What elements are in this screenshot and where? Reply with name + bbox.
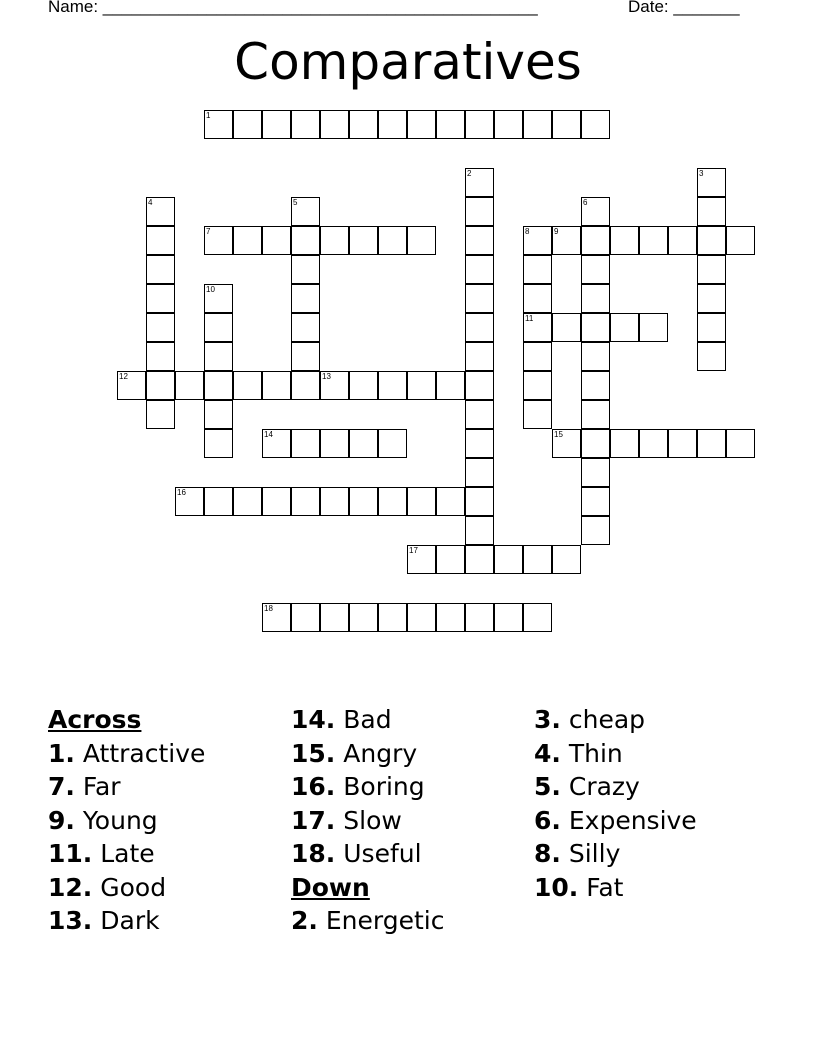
- grid-cell[interactable]: [349, 429, 378, 458]
- grid-cell[interactable]: [378, 603, 407, 632]
- grid-cell[interactable]: [668, 226, 697, 255]
- grid-cell[interactable]: [204, 400, 233, 429]
- grid-cell[interactable]: [465, 545, 494, 574]
- clue-item: 9. Young: [48, 805, 158, 835]
- cell-number: 17: [409, 546, 418, 555]
- grid-cell[interactable]: [465, 284, 494, 313]
- grid-cell[interactable]: [465, 458, 494, 487]
- grid-cell[interactable]: [581, 400, 610, 429]
- clue-item: 12. Good: [48, 872, 167, 902]
- grid-cell[interactable]: [523, 545, 552, 574]
- cell-number: 1: [206, 111, 211, 120]
- grid-cell[interactable]: [436, 545, 465, 574]
- grid-cell[interactable]: [291, 255, 320, 284]
- clue-item: 2. Energetic: [291, 906, 445, 935]
- cell-number: 12: [119, 372, 128, 381]
- cell-number: 11: [525, 314, 534, 323]
- grid-cell[interactable]: [146, 371, 175, 400]
- cell-number: 16: [177, 488, 186, 497]
- grid-cell[interactable]: [523, 371, 552, 400]
- grid-cell[interactable]: [146, 197, 175, 226]
- clue-item: 3. cheap: [534, 705, 646, 734]
- cell-number: 6: [583, 198, 588, 207]
- grid-cell[interactable]: [233, 371, 262, 400]
- cell-number: 9: [554, 227, 559, 236]
- grid-cell[interactable]: [436, 371, 465, 400]
- clue-item: 14. Bad: [291, 705, 392, 734]
- grid-cell[interactable]: [581, 516, 610, 545]
- clue-column-1: [48, 703, 205, 938]
- grid-cell[interactable]: [697, 255, 726, 284]
- grid-cell[interactable]: [639, 429, 668, 458]
- grid-cell[interactable]: [146, 226, 175, 255]
- grid-cell[interactable]: [378, 487, 407, 516]
- cell-number: 2: [467, 169, 472, 178]
- cell-number: 5: [293, 198, 298, 207]
- grid-cell[interactable]: [320, 371, 349, 400]
- grid-cell[interactable]: [552, 226, 581, 255]
- grid-cell[interactable]: [407, 545, 436, 574]
- grid-cell[interactable]: [465, 400, 494, 429]
- grid-cell[interactable]: [581, 342, 610, 371]
- grid-cell[interactable]: [552, 429, 581, 458]
- clue-item: 17. Slow: [291, 805, 402, 835]
- grid-cell[interactable]: [523, 226, 552, 255]
- grid-cell[interactable]: [204, 429, 233, 458]
- grid-cell[interactable]: [291, 284, 320, 313]
- grid-cell[interactable]: [146, 284, 175, 313]
- grid-cell[interactable]: [436, 603, 465, 632]
- grid-cell[interactable]: [378, 429, 407, 458]
- clue-item: 4. Thin: [534, 738, 623, 768]
- grid-cell[interactable]: [581, 371, 610, 400]
- grid-cell[interactable]: [436, 487, 465, 516]
- grid-cell[interactable]: [581, 110, 610, 139]
- grid-cell[interactable]: [233, 226, 262, 255]
- cell-number: 10: [206, 285, 215, 294]
- grid-cell[interactable]: [465, 168, 494, 197]
- grid-cell[interactable]: [407, 110, 436, 139]
- grid-cell[interactable]: [581, 313, 610, 342]
- grid-cell[interactable]: [262, 226, 291, 255]
- cell-number: 8: [525, 227, 530, 236]
- grid-cell[interactable]: [523, 255, 552, 284]
- grid-cell[interactable]: [291, 429, 320, 458]
- clue-item: 5. Crazy: [534, 772, 640, 801]
- grid-cell[interactable]: [552, 110, 581, 139]
- cell-number: 4: [148, 198, 153, 207]
- grid-cell[interactable]: [697, 342, 726, 371]
- grid-cell[interactable]: [523, 400, 552, 429]
- grid-cell[interactable]: [465, 255, 494, 284]
- grid-cell[interactable]: [262, 429, 291, 458]
- grid-cell[interactable]: [581, 429, 610, 458]
- grid-cell[interactable]: [204, 226, 233, 255]
- cell-number: 15: [554, 430, 563, 439]
- grid-cell[interactable]: [581, 284, 610, 313]
- grid-cell[interactable]: [175, 487, 204, 516]
- grid-cell[interactable]: [639, 313, 668, 342]
- grid-cell[interactable]: [291, 197, 320, 226]
- clue-item: 15. Angry: [291, 738, 418, 768]
- grid-cell[interactable]: [291, 487, 320, 516]
- grid-cell[interactable]: [726, 429, 755, 458]
- grid-cell[interactable]: [291, 226, 320, 255]
- grid-cell[interactable]: [465, 110, 494, 139]
- grid-cell[interactable]: [465, 603, 494, 632]
- grid-cell[interactable]: [349, 487, 378, 516]
- grid-cell[interactable]: [291, 342, 320, 371]
- grid-cell[interactable]: [291, 603, 320, 632]
- grid-cell[interactable]: [581, 197, 610, 226]
- grid-cell[interactable]: [349, 226, 378, 255]
- grid-cell[interactable]: [204, 487, 233, 516]
- grid-cell[interactable]: [320, 110, 349, 139]
- grid-cell[interactable]: [320, 603, 349, 632]
- grid-cell[interactable]: [523, 110, 552, 139]
- clue-item: 16. Boring: [291, 772, 425, 801]
- grid-cell[interactable]: [726, 226, 755, 255]
- date-field-label: Date: _______: [628, 0, 740, 16]
- grid-cell[interactable]: [610, 429, 639, 458]
- grid-cell[interactable]: [523, 603, 552, 632]
- grid-cell[interactable]: [175, 371, 204, 400]
- grid-cell[interactable]: [349, 603, 378, 632]
- cell-number: 7: [206, 227, 211, 236]
- grid-cell[interactable]: [407, 603, 436, 632]
- cell-number: 13: [322, 372, 331, 381]
- grid-cell[interactable]: [146, 342, 175, 371]
- clue-item: 13. Dark: [48, 906, 160, 935]
- grid-cell[interactable]: [494, 545, 523, 574]
- grid-cell[interactable]: [697, 168, 726, 197]
- grid-cell[interactable]: [697, 284, 726, 313]
- grid-cell[interactable]: [233, 110, 262, 139]
- grid-cell[interactable]: [204, 371, 233, 400]
- clue-item: 11. Late: [48, 839, 155, 868]
- down-heading: Down: [291, 872, 370, 902]
- grid-cell[interactable]: [204, 284, 233, 313]
- grid-cell[interactable]: [407, 226, 436, 255]
- grid-cell[interactable]: [378, 226, 407, 255]
- name-field-label: Name: ______________________________________________: [48, 0, 538, 16]
- grid-cell[interactable]: [204, 110, 233, 139]
- grid-cell[interactable]: [465, 516, 494, 545]
- clue-item: 1. Attractive: [48, 738, 206, 768]
- grid-cell[interactable]: [320, 429, 349, 458]
- cell-number: 14: [264, 430, 273, 439]
- grid-cell[interactable]: [262, 371, 291, 400]
- grid-cell[interactable]: [581, 226, 610, 255]
- grid-cell[interactable]: [697, 197, 726, 226]
- grid-cell[interactable]: [610, 226, 639, 255]
- clue-item: 10. Fat: [534, 872, 624, 902]
- grid-cell[interactable]: [465, 197, 494, 226]
- grid-cell[interactable]: [349, 110, 378, 139]
- grid-cell[interactable]: [320, 226, 349, 255]
- grid-cell[interactable]: [146, 400, 175, 429]
- grid-cell[interactable]: [117, 371, 146, 400]
- grid-cell[interactable]: [465, 487, 494, 516]
- grid-cell[interactable]: [291, 313, 320, 342]
- page-title: Comparatives: [234, 33, 582, 91]
- grid-cell[interactable]: [291, 110, 320, 139]
- grid-cell[interactable]: [465, 226, 494, 255]
- grid-cell[interactable]: [465, 342, 494, 371]
- grid-cell[interactable]: [697, 313, 726, 342]
- grid-cell[interactable]: [233, 487, 262, 516]
- grid-cell[interactable]: [262, 110, 291, 139]
- grid-cell[interactable]: [523, 313, 552, 342]
- grid-cell[interactable]: [494, 110, 523, 139]
- grid-cell[interactable]: [668, 429, 697, 458]
- cell-number: 18: [264, 604, 273, 613]
- grid-cell[interactable]: [349, 371, 378, 400]
- grid-cell[interactable]: [697, 429, 726, 458]
- grid-cell[interactable]: [639, 226, 668, 255]
- clue-column-2: [291, 703, 444, 938]
- across-heading: Across: [48, 705, 142, 734]
- clue-item: 6. Expensive: [534, 805, 697, 835]
- clue-item: 7. Far: [48, 772, 121, 801]
- grid-cell[interactable]: [378, 371, 407, 400]
- grid-cell[interactable]: [523, 342, 552, 371]
- clue-item: 18. Useful: [291, 839, 422, 868]
- grid-cell[interactable]: [465, 313, 494, 342]
- grid-cell[interactable]: [581, 487, 610, 516]
- grid-cell[interactable]: [552, 313, 581, 342]
- grid-cell[interactable]: [552, 545, 581, 574]
- grid-cell[interactable]: [407, 487, 436, 516]
- grid-cell[interactable]: [465, 429, 494, 458]
- grid-cell[interactable]: [581, 458, 610, 487]
- grid-cell[interactable]: [523, 284, 552, 313]
- grid-cell[interactable]: [610, 313, 639, 342]
- grid-cell[interactable]: [291, 371, 320, 400]
- grid-cell[interactable]: [146, 255, 175, 284]
- grid-cell[interactable]: [697, 226, 726, 255]
- clue-column-3: [534, 703, 697, 904]
- grid-cell[interactable]: [494, 603, 523, 632]
- grid-cell[interactable]: [465, 371, 494, 400]
- cell-number: 3: [699, 169, 704, 178]
- grid-cell[interactable]: [262, 487, 291, 516]
- clue-item: 8. Silly: [534, 839, 621, 868]
- grid-cell[interactable]: [436, 110, 465, 139]
- grid-cell[interactable]: [320, 487, 349, 516]
- grid-cell[interactable]: [146, 313, 175, 342]
- grid-cell[interactable]: [407, 371, 436, 400]
- grid-cell[interactable]: [581, 255, 610, 284]
- grid-cell[interactable]: [204, 342, 233, 371]
- grid-cell[interactable]: [378, 110, 407, 139]
- grid-cell[interactable]: [204, 313, 233, 342]
- grid-cell[interactable]: [262, 603, 291, 632]
